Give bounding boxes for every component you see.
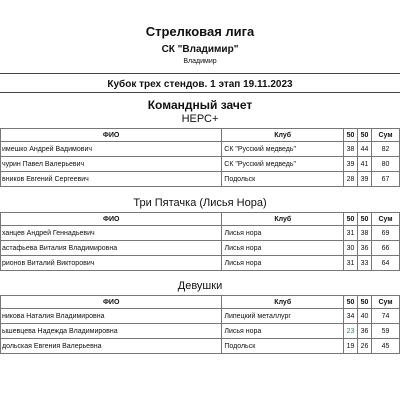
- col-s2-header: 50: [358, 129, 372, 142]
- group-title-1: НЕРС+: [181, 113, 219, 125]
- row-sum: 69: [372, 226, 400, 241]
- row-s2: 44: [358, 142, 372, 157]
- team-title: Командный зачет: [147, 98, 253, 112]
- results-table-1: [0, 128, 400, 187]
- row-name: астафьева Виталия Владимировна: [1, 241, 222, 256]
- col-s2-header: 50: [358, 296, 372, 309]
- row-s2: 38: [358, 226, 372, 241]
- table-row: [1, 172, 400, 187]
- col-club-header: Клуб: [222, 213, 344, 226]
- row-club: Лисья нора: [222, 226, 344, 241]
- row-sum: 59: [372, 324, 400, 339]
- row-club: Лисья нора: [222, 324, 344, 339]
- row-name: чурин Павел Валерьевич: [1, 157, 222, 172]
- row-s1: 31: [344, 256, 358, 271]
- row-club: Подольск: [222, 172, 344, 187]
- row-club: СК "Русский медведь": [222, 142, 344, 157]
- row-s1: 39: [344, 157, 358, 172]
- table-header: [1, 129, 400, 142]
- league-title: Стрелковая лига: [145, 24, 255, 39]
- col-s2-header: 50: [358, 213, 372, 226]
- row-sum: 82: [372, 142, 400, 157]
- row-club: Подольск: [222, 339, 344, 354]
- table-header: [1, 296, 400, 309]
- row-name: ханцев Андрей Геннадьевич: [1, 226, 222, 241]
- col-name-header: ФИО: [1, 129, 222, 142]
- row-club: Лисья нора: [222, 241, 344, 256]
- row-club: СК "Русский медведь": [222, 157, 344, 172]
- table-row: [1, 324, 400, 339]
- row-s2: 33: [358, 256, 372, 271]
- table-row: [1, 339, 400, 354]
- row-s1: 23: [344, 324, 358, 339]
- row-name: имешко Андрей Вадимович: [1, 142, 222, 157]
- col-s1-header: 50: [344, 213, 358, 226]
- row-s2: 39: [358, 172, 372, 187]
- city-label: Владимир: [183, 58, 217, 65]
- table-row: [1, 309, 400, 324]
- table-row: [1, 256, 400, 271]
- row-name: никова Наталия Владимировна: [1, 309, 222, 324]
- col-club-header: Клуб: [222, 296, 344, 309]
- divider-top: [0, 73, 400, 74]
- col-sum-header: Сум: [372, 296, 400, 309]
- row-name: вников Евгений Сергеевич: [1, 172, 222, 187]
- col-name-header: ФИО: [1, 296, 222, 309]
- row-s1: 19: [344, 339, 358, 354]
- col-sum-header: Сум: [372, 213, 400, 226]
- table-header: [1, 213, 400, 226]
- row-sum: 67: [372, 172, 400, 187]
- col-name-header: ФИО: [1, 213, 222, 226]
- row-sum: 80: [372, 157, 400, 172]
- row-sum: 45: [372, 339, 400, 354]
- col-sum-header: Сум: [372, 129, 400, 142]
- row-s1: 28: [344, 172, 358, 187]
- row-s2: 36: [358, 324, 372, 339]
- row-s2: 40: [358, 309, 372, 324]
- row-s2: 36: [358, 241, 372, 256]
- row-name: рионов Виталий Викторович: [1, 256, 222, 271]
- row-sum: 74: [372, 309, 400, 324]
- row-s1: 34: [344, 309, 358, 324]
- table-row: [1, 241, 400, 256]
- group-title-2: Три Пятачка (Лисья Нора): [133, 197, 267, 209]
- col-club-header: Клуб: [222, 129, 344, 142]
- divider-bottom: [0, 92, 400, 93]
- table-row: [1, 226, 400, 241]
- col-s1-header: 50: [344, 129, 358, 142]
- col-s1-header: 50: [344, 296, 358, 309]
- row-club: Липецкий металлург: [222, 309, 344, 324]
- row-club: Лисья нора: [222, 256, 344, 271]
- results-table-2: [0, 212, 400, 271]
- row-s1: 30: [344, 241, 358, 256]
- row-name: ышевцева Надежда Владимировна: [1, 324, 222, 339]
- row-sum: 64: [372, 256, 400, 271]
- group-title-3: Девушки: [177, 280, 223, 292]
- results-table-3: [0, 295, 400, 354]
- row-name: дольская Евгения Валерьевна: [1, 339, 222, 354]
- row-s1: 31: [344, 226, 358, 241]
- row-s2: 26: [358, 339, 372, 354]
- table-row: [1, 142, 400, 157]
- cup-title: Кубок трех стендов. 1 этап 19.11.2023: [107, 79, 293, 90]
- club-title: СК "Владимир": [161, 44, 239, 55]
- row-sum: 66: [372, 241, 400, 256]
- table-row: [1, 157, 400, 172]
- row-s2: 41: [358, 157, 372, 172]
- row-s1: 38: [344, 142, 358, 157]
